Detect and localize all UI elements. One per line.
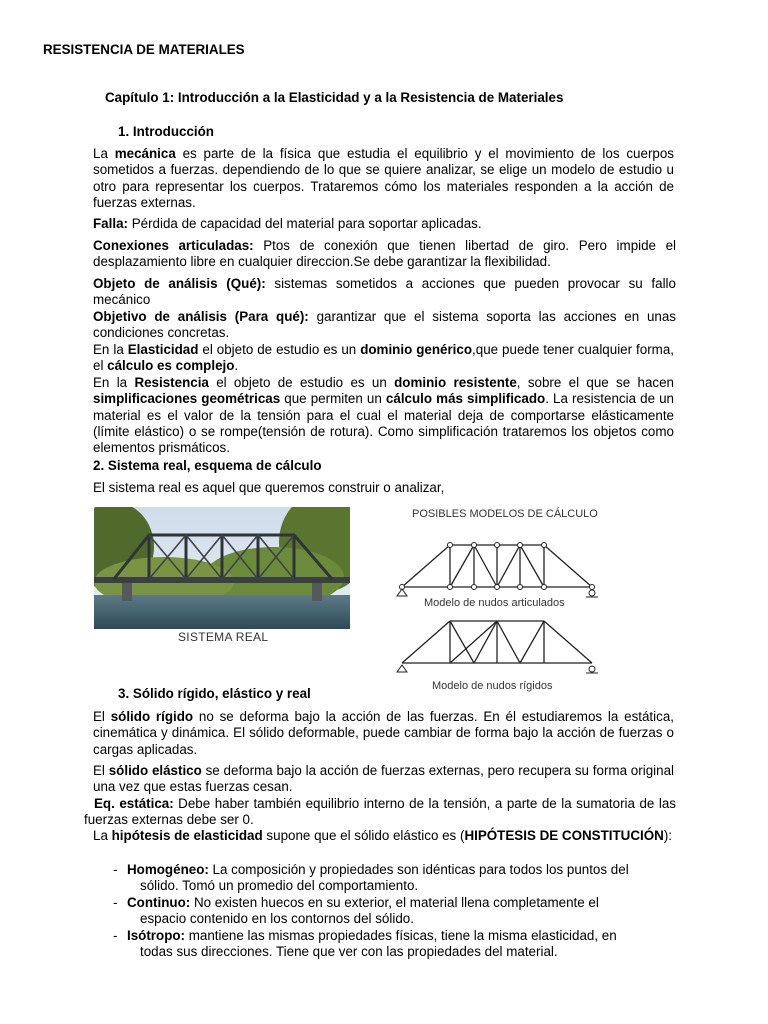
list-item-continuo: - Continuo: No existen huecos en su exterior, el material llena completamente el espacio contenido en los contornos del sólido. [113,895,599,927]
paragraph-eq-estatica: Eq. estática: Debe haber también equilibrio interno de la tensión, a parte de la sumatoria de las fuerzas externas debe ser 0. [84,796,676,828]
section-2-heading: 2. Sistema real, esquema de cálculo [93,458,322,473]
list-item-homogeneo: - Homogéneo: La composición y propiedades son idénticas para todos los puntos del sólido. Tomó un promedio del comportamiento. [113,862,629,894]
list-item-isotropo: - Isótropo: mantiene las mismas propiedades físicas, tiene la misma elasticidad, en todas sus direcciones. Tiene que ver con las propiedades del material. [113,928,617,960]
paragraph-mecanica: La mecánica es parte de la física que estudia el equilibrio y el movimiento de los cuerpos sometidos a fuerzas. dependiendo de lo que se quiere analizar, se elige un modelo de estudio u otro para representar los cuerpos. Trataremos cómo los materiales responden a la acción de fuerzas externas. [93,146,674,210]
paragraph-objeto: Objeto de análisis (Qué): sistemas sometidos a acciones que pueden provocar su fallo mecánico [93,276,676,308]
paragraph-hipotesis: La hipótesis de elasticidad supone que el sólido elástico es (HIPÓTESIS DE CONSTITUCIÓN): [93,828,673,843]
paragraph-falla: Falla: Pérdida de capacidad del material para soportar aplicadas. [93,216,482,231]
support-icons [397,589,598,597]
truss-model-articulated [402,545,592,587]
bridge-photo [94,507,350,629]
truss-models-diagram [392,530,612,690]
paragraph-conexiones: Conexiones articuladas: Ptos de conexión que tienen libertad de giro. Pero impide el desplazamiento libre en cualquier direccion.Se debe garantizar la flexibilidad. [93,238,676,270]
model-2-caption: Modelo de nudos rígidos [432,680,553,692]
chapter-title: Capítulo 1: Introducción a la Elasticidad y a la Resistencia de Materiales [105,90,564,105]
paragraph-solido-elastico: El sólido elástico se deforma bajo la acción de fuerzas externas, pero recupera su forma original una vez que estas fuerzas cesan. [93,763,674,795]
bridge-photo-illustration [94,507,350,629]
paragraph-solido-rigido: El sólido rígido no se deforma bajo la acción de las fuerzas. En él estudiaremos la estática, cinemática y dinámica. El sólido deformable, puede cambiar de forma bajo la acción de fuerzas o cargas aplicadas. [93,709,674,757]
truss-model-rigid [402,621,592,663]
document-title: RESISTENCIA DE MATERIALES [43,42,245,57]
paragraph-objetivo: Objetivo de análisis (Para qué): garantizar que el sistema soporta las acciones en unas condiciones concretas. [93,309,676,341]
model-1-caption: Modelo de nudos articulados [424,597,565,609]
models-title: POSIBLES MODELOS DE CÁLCULO [412,508,598,520]
photo-caption: SISTEMA REAL [178,630,269,644]
paragraph-resistencia: En la Resistencia el objeto de estudio es un dominio resistente, sobre el que se hacen simplificaciones geométricas que permiten un cálculo más simplificado. La resistencia de un material es el valor de la tensión para el cual el material deja de comportarse elásticamente (límite elástico) o se rompe(tensión de rotura). Como simplificación trataremos los objetos como elementos prismáticos. [93,375,675,456]
section-1-heading: 1. Introducción [118,124,214,139]
paragraph-sistema-real: El sistema real es aquel que queremos construir o analizar, [93,480,445,495]
section-3-heading: 3. Sólido rígido, elástico y real [118,686,311,701]
paragraph-elasticidad: En la Elasticidad el objeto de estudio es un dominio genérico,que puede tener cualquier forma, el cálculo es complejo. [93,342,674,374]
